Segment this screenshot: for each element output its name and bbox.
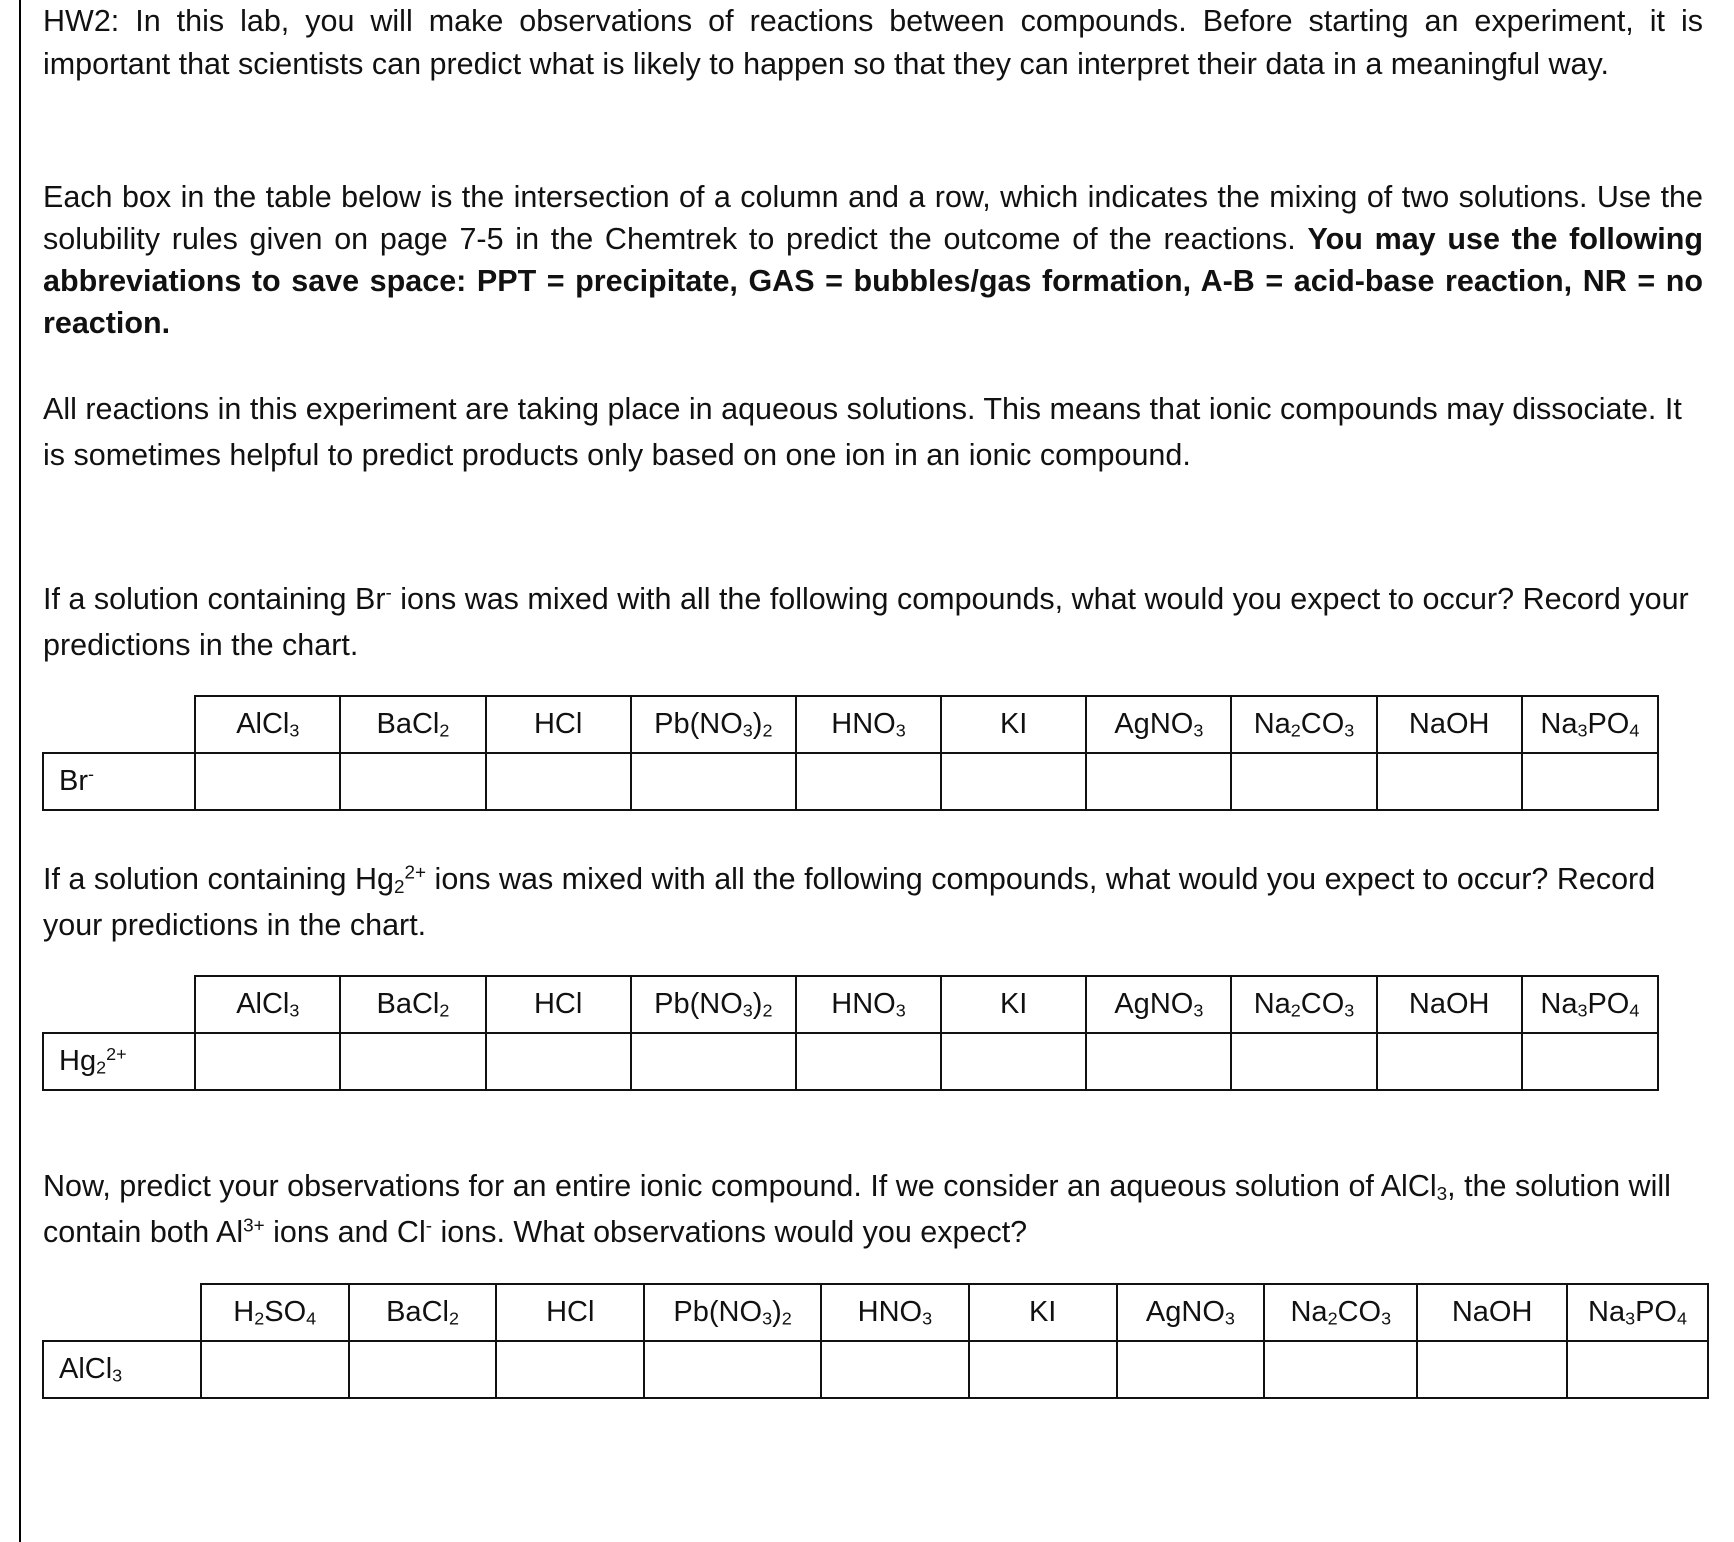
col-header-ki: KI [969, 1284, 1117, 1341]
alcl3-prediction-table [42, 1283, 1709, 1399]
instructions-paragraph [43, 176, 1703, 344]
col-header-hno3: $HNO_3$ [796, 696, 941, 753]
answer-cell[interactable] [340, 753, 485, 810]
answer-cell[interactable] [1417, 1341, 1567, 1398]
answer-cell[interactable] [1377, 753, 1522, 810]
answer-cell[interactable] [195, 753, 340, 810]
aqueous-note: All reactions in this experiment are taking place in aqueous solutions. This means that ionic compounds may dissociate. It is sometimes helpful to predict products only based on one ion in an ionic compound. [43, 392, 1682, 472]
col-header-naoh: NaOH [1377, 696, 1522, 753]
answer-cell[interactable] [1117, 1341, 1265, 1398]
answer-cell[interactable] [969, 1341, 1117, 1398]
answer-cell[interactable] [821, 1341, 969, 1398]
answer-cell[interactable] [644, 1341, 821, 1398]
row-label-alcl3: AlCl$_3$ [43, 1341, 201, 1398]
answer-cell[interactable] [941, 1033, 1086, 1090]
answer-cell[interactable] [486, 1033, 631, 1090]
answer-cell[interactable] [1086, 1033, 1231, 1090]
answer-cell[interactable] [340, 1033, 485, 1090]
col-header-hno3: $HNO_3$ [796, 976, 941, 1033]
col-header-pbno32: $Pb(NO_3)_2$ [631, 696, 796, 753]
col-header-na2co3: $Na_2CO_3$ [1231, 696, 1376, 753]
answer-cell[interactable] [796, 753, 941, 810]
col-header-alcl3: AlCl$_3$ [195, 696, 340, 753]
hg-question: If a solution containing $Hg_2^{2+}$ ions was mixed with all the following compounds, what would you expect to occur? Record your predictions in the chart. [43, 862, 1656, 942]
col-header-bacl2: BaCl$_2$ [349, 1284, 497, 1341]
answer-cell[interactable] [941, 753, 1086, 810]
answer-cell[interactable] [496, 1341, 644, 1398]
col-header-agno3: AgNO$_3$ [1117, 1284, 1265, 1341]
answer-cell[interactable] [201, 1341, 349, 1398]
col-header-naoh: NaOH [1417, 1284, 1567, 1341]
row-label-hg2: $Hg_2^{2+}$ [43, 1033, 195, 1090]
answer-cell[interactable] [1567, 1341, 1708, 1398]
br-answer-row [43, 753, 1658, 810]
col-header-na3po4: $Na_3PO_4$ [1522, 696, 1658, 753]
col-header-na2co3: $Na_2CO_3$ [1264, 1284, 1417, 1341]
col-header-hno3: $HNO_3$ [821, 1284, 969, 1341]
answer-cell[interactable] [1231, 1033, 1376, 1090]
col-header-bacl2: BaCl$_2$ [340, 696, 485, 753]
col-header-na3po4: $Na_3PO_4$ [1567, 1284, 1708, 1341]
intro-paragraph [43, 0, 1703, 86]
answer-cell[interactable] [486, 753, 631, 810]
col-header-h2so4: $H_2SO_4$ [201, 1284, 349, 1341]
alcl3-question: Now, predict your observations for an entire ionic compound. If we consider an aqueous solution of AlCl$_3$, the solution will contain both $Al^{3+}$ ions and Cl- ions. What observations would you expect? [43, 1169, 1671, 1249]
col-header-hcl: HCl [496, 1284, 644, 1341]
answer-cell[interactable] [1522, 753, 1658, 810]
table-header-row [43, 696, 1658, 753]
answer-cell[interactable] [796, 1033, 941, 1090]
br-question: If a solution containing Br- ions was mixed with all the following compounds, what would you expect to occur? Record your predictions in the chart. [43, 582, 1689, 662]
table-header-row [43, 976, 1658, 1033]
col-header-naoh: NaOH [1377, 976, 1522, 1033]
hg-prediction-table [42, 975, 1659, 1091]
answer-cell[interactable] [631, 1033, 796, 1090]
col-header-pbno32: $Pb(NO_3)_2$ [631, 976, 796, 1033]
col-header-ki: KI [941, 976, 1086, 1033]
br-prediction-table [42, 695, 1659, 811]
col-header-hcl: HCl [486, 976, 631, 1033]
intro-text: In this lab, you will make observations of reactions between compounds. Before starting an experiment, it is important that scientists can predict what is likely to happen so that they can interpret their data in a meaningful way. [43, 4, 1704, 81]
col-header-na3po4: $Na_3PO_4$ [1522, 976, 1658, 1033]
col-header-na2co3: $Na_2CO_3$ [1231, 976, 1376, 1033]
answer-cell[interactable] [195, 1033, 340, 1090]
hg-answer-row [43, 1033, 1658, 1090]
answer-cell[interactable] [349, 1341, 497, 1398]
answer-cell[interactable] [1231, 753, 1376, 810]
col-header-agno3: AgNO$_3$ [1086, 976, 1231, 1033]
answer-cell[interactable] [1377, 1033, 1522, 1090]
alcl3-answer-row [43, 1341, 1708, 1398]
answer-cell[interactable] [1086, 753, 1231, 810]
col-header-agno3: AgNO$_3$ [1086, 696, 1231, 753]
instructions-text: Each box in the table below is the intersection of a column and a row, which indicates the mixing of two solutions. Use the solubility rules given on page 7-5 in the Chemtrek to predict the outcome of the reactions. [43, 180, 1703, 256]
col-header-ki: KI [941, 696, 1086, 753]
answer-cell[interactable] [1264, 1341, 1417, 1398]
table-header-row [43, 1284, 1708, 1341]
answer-cell[interactable] [631, 753, 796, 810]
col-header-alcl3: AlCl$_3$ [195, 976, 340, 1033]
answer-cell[interactable] [1522, 1033, 1658, 1090]
col-header-pbno32: $Pb(NO_3)_2$ [644, 1284, 821, 1341]
hw-label: HW2: [43, 4, 120, 38]
abbreviations-text: You may use the following abbreviations to save space: PPT = precipitate, GAS = bubbles/gas formation, A-B = acid-base reaction, NR = no reaction. [43, 222, 1703, 340]
col-header-hcl: HCl [486, 696, 631, 753]
col-header-bacl2: BaCl$_2$ [340, 976, 485, 1033]
row-label-br: Br- [43, 753, 195, 810]
